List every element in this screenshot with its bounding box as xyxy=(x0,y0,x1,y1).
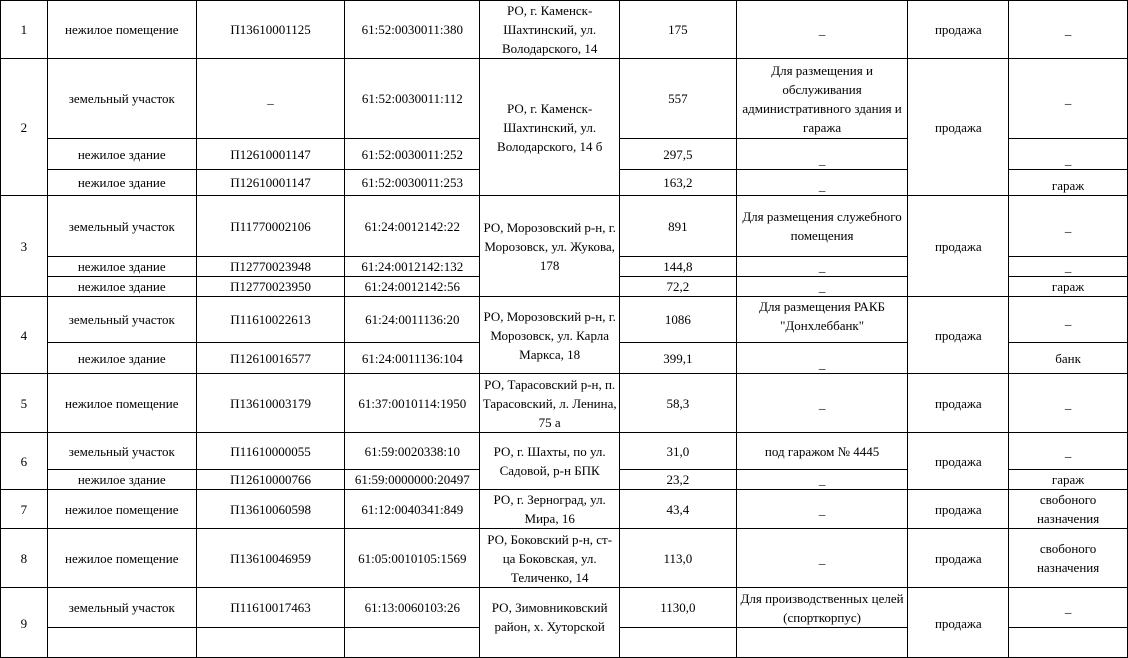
table-row xyxy=(1,196,1128,257)
table-row xyxy=(1,297,1128,343)
object-type-cell: нежилое помещение xyxy=(47,374,196,433)
purpose-cell: Для производственных целей (спорткорпус) xyxy=(736,588,908,628)
cadastral-number-cell: 61:24:0012142:132 xyxy=(345,257,480,277)
table-row xyxy=(1,374,1128,433)
inventory-number-cell: П12610001147 xyxy=(196,139,345,170)
purpose-cell: _ xyxy=(736,139,908,170)
deal-type-cell: продажа xyxy=(908,529,1009,588)
address-cell: РО, Морозовский р-н, г. Морозовск, ул. Жукова, 178 xyxy=(480,196,620,297)
address-cell: РО, Тарасовский р-н, п. Тарасовский, л. Ленина, 75 а xyxy=(480,374,620,433)
row-number: 6 xyxy=(1,433,48,490)
purpose-cell: Для размещения и обслуживания административного здания и гаража xyxy=(736,59,908,139)
area-cell: 72,2 xyxy=(620,277,737,297)
table-row xyxy=(1,490,1128,529)
area-cell xyxy=(620,628,737,658)
deal-type-cell: продажа xyxy=(908,196,1009,297)
table-row xyxy=(1,1,1128,59)
purpose-cell: _ xyxy=(736,470,908,490)
table-row xyxy=(1,433,1128,470)
purpose-cell: _ xyxy=(736,490,908,529)
object-type-cell: нежилое здание xyxy=(47,257,196,277)
address-cell: РО, Боковский р-н, ст-ца Боковская, ул. Теличенко, 14 xyxy=(480,529,620,588)
deal-type-cell: продажа xyxy=(908,433,1009,490)
object-type-cell: нежилое помещение xyxy=(47,1,196,59)
area-cell: 399,1 xyxy=(620,343,737,374)
inventory-number-cell: П11610022613 xyxy=(196,297,345,343)
object-type-cell: земельный участок xyxy=(47,588,196,628)
area-cell: 297,5 xyxy=(620,139,737,170)
usage-cell: _ xyxy=(1009,59,1128,139)
inventory-number-cell: П12610016577 xyxy=(196,343,345,374)
deal-type-cell: продажа xyxy=(908,588,1009,658)
cadastral-number-cell: 61:59:0000000:20497 xyxy=(345,470,480,490)
usage-cell: _ xyxy=(1009,196,1128,257)
usage-cell: гараж xyxy=(1009,470,1128,490)
area-cell: 31,0 xyxy=(620,433,737,470)
usage-cell: свобоного назначения xyxy=(1009,529,1128,588)
table-row xyxy=(1,588,1128,628)
object-type-cell: нежилое здание xyxy=(47,470,196,490)
deal-type-cell: продажа xyxy=(908,297,1009,374)
inventory-number-cell xyxy=(196,628,345,658)
object-type-cell: нежилое здание xyxy=(47,139,196,170)
area-cell: 58,3 xyxy=(620,374,737,433)
cadastral-number-cell: 61:52:0030011:252 xyxy=(345,139,480,170)
area-cell: 557 xyxy=(620,59,737,139)
cadastral-number-cell: 61:59:0020338:10 xyxy=(345,433,480,470)
inventory-number-cell: П13610046959 xyxy=(196,529,345,588)
object-type-cell: нежилое здание xyxy=(47,343,196,374)
table-row xyxy=(1,59,1128,139)
row-number: 3 xyxy=(1,196,48,297)
object-type-cell: нежилое здание xyxy=(47,170,196,196)
address-cell: РО, г. Каменск-Шахтинский, ул. Володарского, 14 б xyxy=(480,59,620,196)
purpose-cell: под гаражом № 4445 xyxy=(736,433,908,470)
inventory-number-cell: П12610001147 xyxy=(196,170,345,196)
inventory-number-cell: П12610000766 xyxy=(196,470,345,490)
purpose-cell: _ xyxy=(736,1,908,59)
usage-cell: _ xyxy=(1009,139,1128,170)
row-number: 4 xyxy=(1,297,48,374)
object-type-cell: нежилое здание xyxy=(47,277,196,297)
area-cell: 144,8 xyxy=(620,257,737,277)
inventory-number-cell: П11770002106 xyxy=(196,196,345,257)
usage-cell: _ xyxy=(1009,374,1128,433)
cadastral-number-cell: 61:52:0030011:380 xyxy=(345,1,480,59)
cadastral-number-cell: 61:37:0010114:1950 xyxy=(345,374,480,433)
deal-type-cell: продажа xyxy=(908,1,1009,59)
cadastral-number-cell: 61:52:0030011:112 xyxy=(345,59,480,139)
object-type-cell: земельный участок xyxy=(47,297,196,343)
deal-type-cell: продажа xyxy=(908,374,1009,433)
address-cell: РО, Зимовниковский район, х. Хуторской xyxy=(480,588,620,658)
deal-type-cell: продажа xyxy=(908,490,1009,529)
row-number: 7 xyxy=(1,490,48,529)
row-number: 5 xyxy=(1,374,48,433)
usage-cell: свобоного назначения xyxy=(1009,490,1128,529)
cadastral-number-cell: 61:13:0060103:26 xyxy=(345,588,480,628)
area-cell: 175 xyxy=(620,1,737,59)
area-cell: 23,2 xyxy=(620,470,737,490)
inventory-number-cell: П12770023950 xyxy=(196,277,345,297)
purpose-cell: _ xyxy=(736,277,908,297)
address-cell: РО, г. Зерноград, ул. Мира, 16 xyxy=(480,490,620,529)
cadastral-number-cell: 61:12:0040341:849 xyxy=(345,490,480,529)
usage-cell: _ xyxy=(1009,297,1128,343)
purpose-cell: Для размещения служебного помещения xyxy=(736,196,908,257)
cadastral-number-cell: 61:24:0012142:22 xyxy=(345,196,480,257)
cadastral-number-cell: 61:24:0011136:104 xyxy=(345,343,480,374)
cadastral-number-cell: 61:52:0030011:253 xyxy=(345,170,480,196)
purpose-cell: _ xyxy=(736,343,908,374)
purpose-cell: _ xyxy=(736,529,908,588)
purpose-cell: Для размещения РАКБ "Донхлеббанк" xyxy=(736,297,908,343)
inventory-number-cell: _ xyxy=(196,59,345,139)
usage-cell: гараж xyxy=(1009,277,1128,297)
inventory-number-cell: П11610000055 xyxy=(196,433,345,470)
row-number: 2 xyxy=(1,59,48,196)
cadastral-number-cell xyxy=(345,628,480,658)
row-number: 8 xyxy=(1,529,48,588)
area-cell: 891 xyxy=(620,196,737,257)
object-type-cell: земельный участок xyxy=(47,196,196,257)
area-cell: 163,2 xyxy=(620,170,737,196)
inventory-number-cell: П13610001125 xyxy=(196,1,345,59)
inventory-number-cell: П11610017463 xyxy=(196,588,345,628)
inventory-number-cell: П13610003179 xyxy=(196,374,345,433)
table-row xyxy=(1,529,1128,588)
address-cell: РО, Морозовский р-н, г. Морозовск, ул. Карла Маркса, 18 xyxy=(480,297,620,374)
row-number: 1 xyxy=(1,1,48,59)
area-cell: 1130,0 xyxy=(620,588,737,628)
inventory-number-cell: П13610060598 xyxy=(196,490,345,529)
usage-cell: _ xyxy=(1009,588,1128,628)
object-type-cell: нежилое помещение xyxy=(47,490,196,529)
row-number: 9 xyxy=(1,588,48,658)
object-type-cell: земельный участок xyxy=(47,59,196,139)
usage-cell: _ xyxy=(1009,433,1128,470)
object-type-cell: нежилое помещение xyxy=(47,529,196,588)
object-type-cell xyxy=(47,628,196,658)
usage-cell: _ xyxy=(1009,257,1128,277)
usage-cell: _ xyxy=(1009,1,1128,59)
usage-cell: банк xyxy=(1009,343,1128,374)
purpose-cell: _ xyxy=(736,170,908,196)
cadastral-number-cell: 61:24:0012142:56 xyxy=(345,277,480,297)
purpose-cell: _ xyxy=(736,374,908,433)
deal-type-cell: продажа xyxy=(908,59,1009,196)
purpose-cell xyxy=(736,628,908,658)
area-cell: 113,0 xyxy=(620,529,737,588)
address-cell: РО, г. Шахты, по ул. Садовой, р-н БПК xyxy=(480,433,620,490)
usage-cell: гараж xyxy=(1009,170,1128,196)
cadastral-number-cell: 61:24:0011136:20 xyxy=(345,297,480,343)
usage-cell xyxy=(1009,628,1128,658)
object-type-cell: земельный участок xyxy=(47,433,196,470)
area-cell: 1086 xyxy=(620,297,737,343)
inventory-number-cell: П12770023948 xyxy=(196,257,345,277)
purpose-cell: _ xyxy=(736,257,908,277)
cadastral-number-cell: 61:05:0010105:1569 xyxy=(345,529,480,588)
area-cell: 43,4 xyxy=(620,490,737,529)
address-cell: РО, г. Каменск-Шахтинский, ул. Володарского, 14 xyxy=(480,1,620,59)
